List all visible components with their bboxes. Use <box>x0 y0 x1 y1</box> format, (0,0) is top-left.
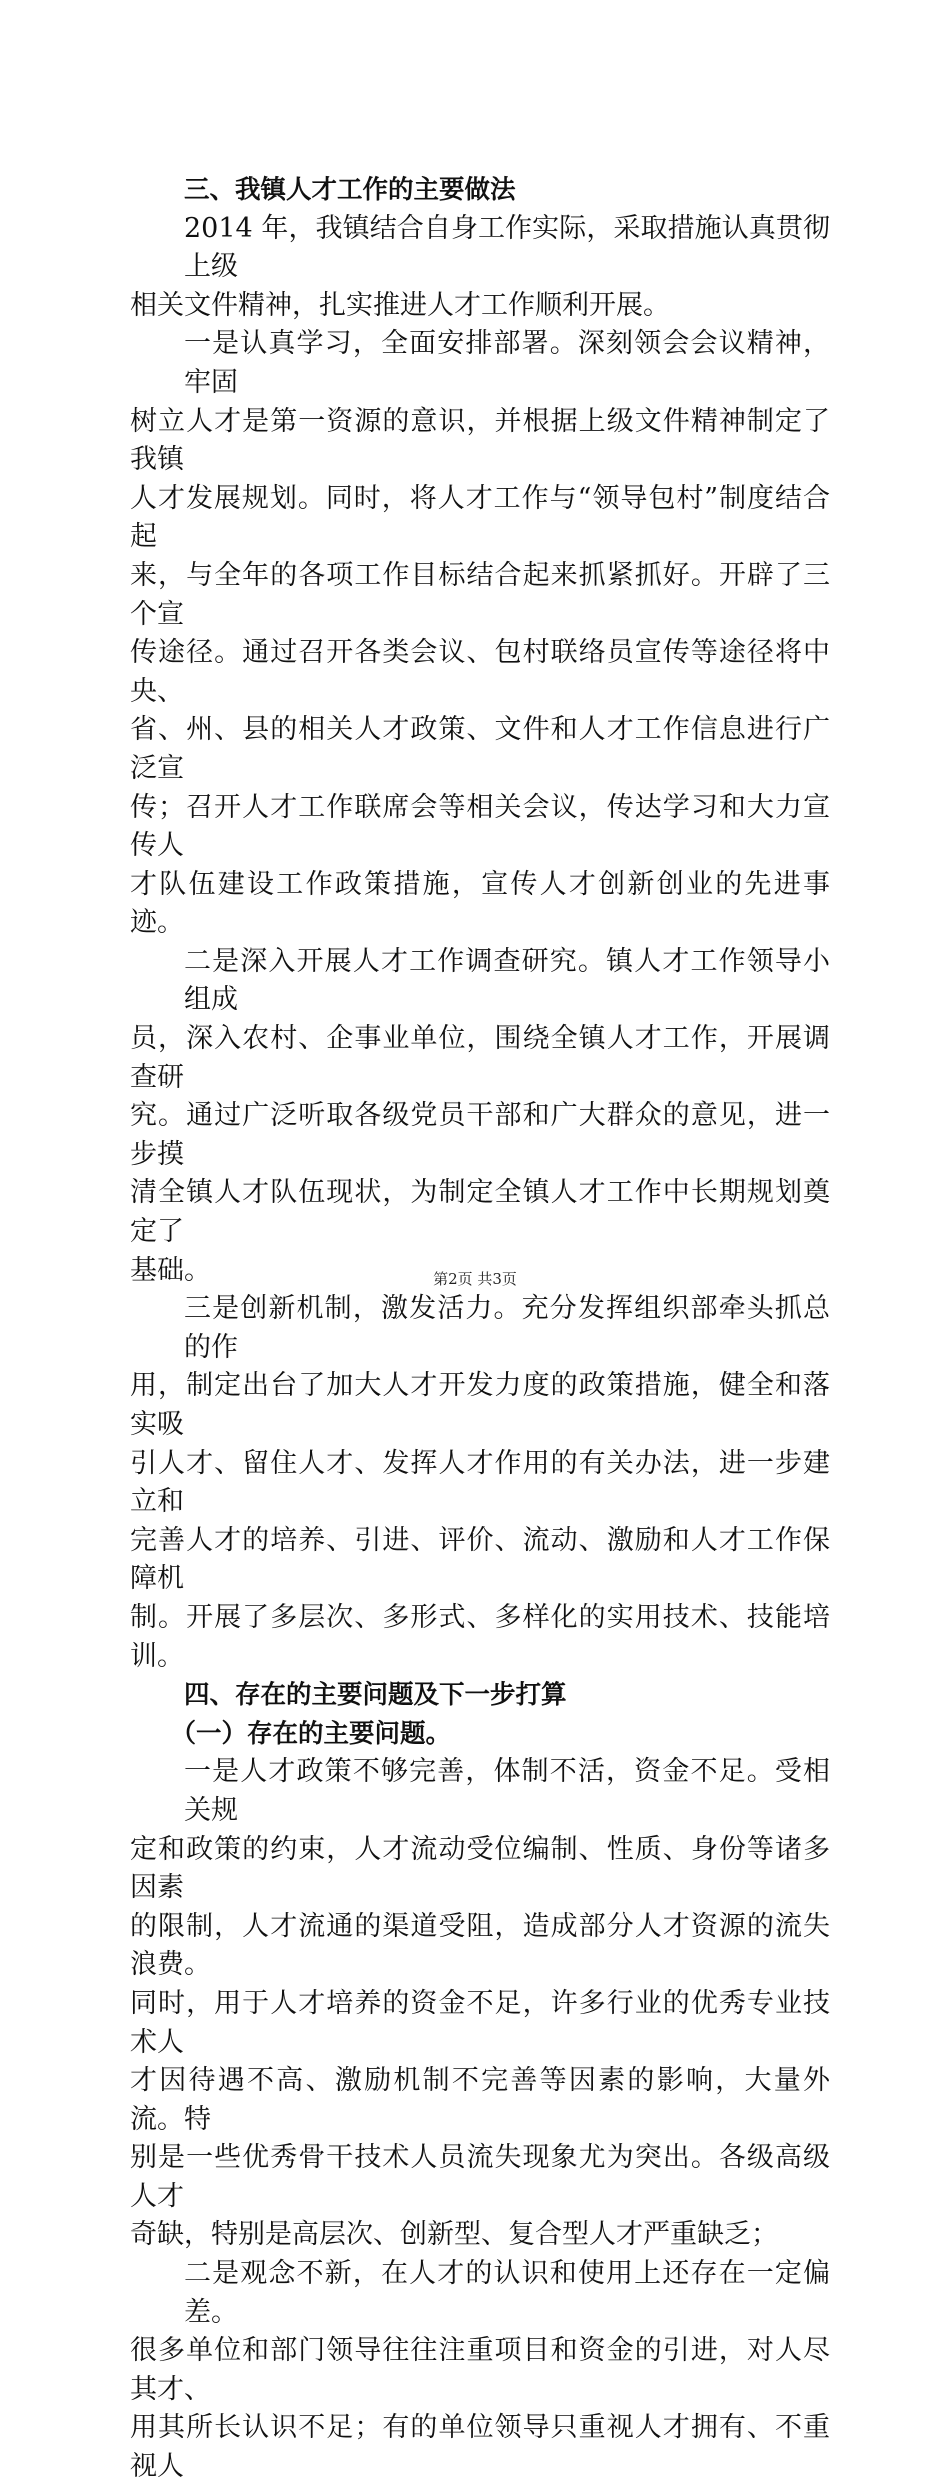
paragraph-line: 别是一些优秀骨干技术人员流失现象尤为突出。各级高级人才 <box>130 2142 830 2212</box>
paragraph-line: 相关文件精神，扎实推进人才工作顺利开展。 <box>130 289 670 321</box>
paragraph-line: 究。通过广泛听取各级党员干部和广大群众的意见，进一步摸 <box>130 1100 830 1170</box>
paragraph-line: 来，与全年的各项工作目标结合起来抓紧抓好。开辟了三个宣 <box>130 559 830 630</box>
paragraph-line: 用，制定出台了加大人才开发力度的政策措施，健全和落实吸 <box>130 1370 830 1440</box>
paragraph-line: 才队伍建设工作政策措施，宣传人才创新创业的先进事迹。 <box>130 868 830 939</box>
paragraph-line: 人才发展规划。同时，将人才工作与“领导包村”制度结合起 <box>130 482 830 553</box>
section-heading: （一）存在的主要问题。 <box>170 1718 452 1749</box>
body-paragraph <box>130 325 830 943</box>
paragraph-line: 奇缺，特别是高层次、创新型、复合型人才严重缺乏； <box>130 2219 778 2251</box>
paragraph-line: 很多单位和部门领导往往注重项目和资金的引进，对人尽其才、 <box>130 2335 830 2405</box>
paragraph-line: 清全镇人才队伍现状，为制定全镇人才工作中长期规划奠定了 <box>130 1177 830 1248</box>
paragraph-line: 三是创新机制，激发活力。充分发挥组织部牵头抓总的作 <box>184 1293 830 1363</box>
paragraph-line: 引人才、留住人才、发挥人才作用的有关办法，进一步建立和 <box>130 1447 830 1518</box>
paragraph-line: 二是深入开展人才工作调查研究。镇人才工作领导小组成 <box>184 945 830 1016</box>
paragraph-line: 2014 年，我镇结合自身工作实际，采取措施认真贯彻上级 <box>184 212 830 283</box>
page-footer: 第2页 共3页 <box>433 1270 517 1288</box>
paragraph-line: 一是认真学习，全面安排部署。深刻领会会议精神，牢固 <box>184 328 830 398</box>
section-heading: 三、我镇人才工作的主要做法 <box>184 175 516 205</box>
paragraph-line: 用其所长认识不足；有的单位领导只重视人才拥有、不重视人 <box>130 2412 830 2483</box>
section-heading: 四、存在的主要问题及下一步打算 <box>184 1680 567 1711</box>
paragraph-line: 基础。 <box>130 1254 211 1286</box>
paragraph-line: 的限制，人才流通的渠道受阻，造成部分人才资源的流失浪费。 <box>130 1910 830 1981</box>
paragraph-line: 树立人才是第一资源的意识，并根据上级文件精神制定了我镇 <box>130 405 830 476</box>
body-paragraph <box>130 210 830 326</box>
paragraph-line: 省、州、县的相关人才政策、文件和人才工作信息进行广泛宣 <box>130 714 830 784</box>
paragraph-line: 同时，用于人才培养的资金不足，许多行业的优秀专业技术人 <box>130 1987 830 2058</box>
paragraph-line: 一是人才政策不够完善，体制不活，资金不足。受相关规 <box>184 1756 830 1826</box>
paragraph-line: 定和政策的约束，人才流动受位编制、性质、身份等诸多因素 <box>130 1833 830 1904</box>
body-paragraph <box>130 1290 830 1676</box>
paragraph-line: 员，深入农村、企事业单位，围绕全镇人才工作，开展调查研 <box>130 1023 830 1093</box>
paragraph-line: 完善人才的培养、引进、评价、流动、激励和人才工作保障机 <box>130 1524 830 1595</box>
paragraph-line: 才因待遇不高、激励机制不完善等因素的影响，大量外流。特 <box>130 2065 830 2135</box>
paragraph-line: 制。开展了多层次、多形式、多样化的实用技术、技能培训。 <box>130 1601 830 1672</box>
body-paragraph <box>130 1753 830 2255</box>
paragraph-line: 二是观念不新，在人才的认识和使用上还存在一定偏差。 <box>184 2258 830 2328</box>
document-body <box>130 171 830 2487</box>
body-paragraph <box>130 2255 830 2487</box>
body-paragraph <box>130 943 830 1290</box>
paragraph-line: 传；召开人才工作联席会等相关会议，传达学习和大力宣传人 <box>130 791 830 862</box>
paragraph-line: 传途径。通过召开各类会议、包村联络员宣传等途径将中央、 <box>130 637 830 707</box>
